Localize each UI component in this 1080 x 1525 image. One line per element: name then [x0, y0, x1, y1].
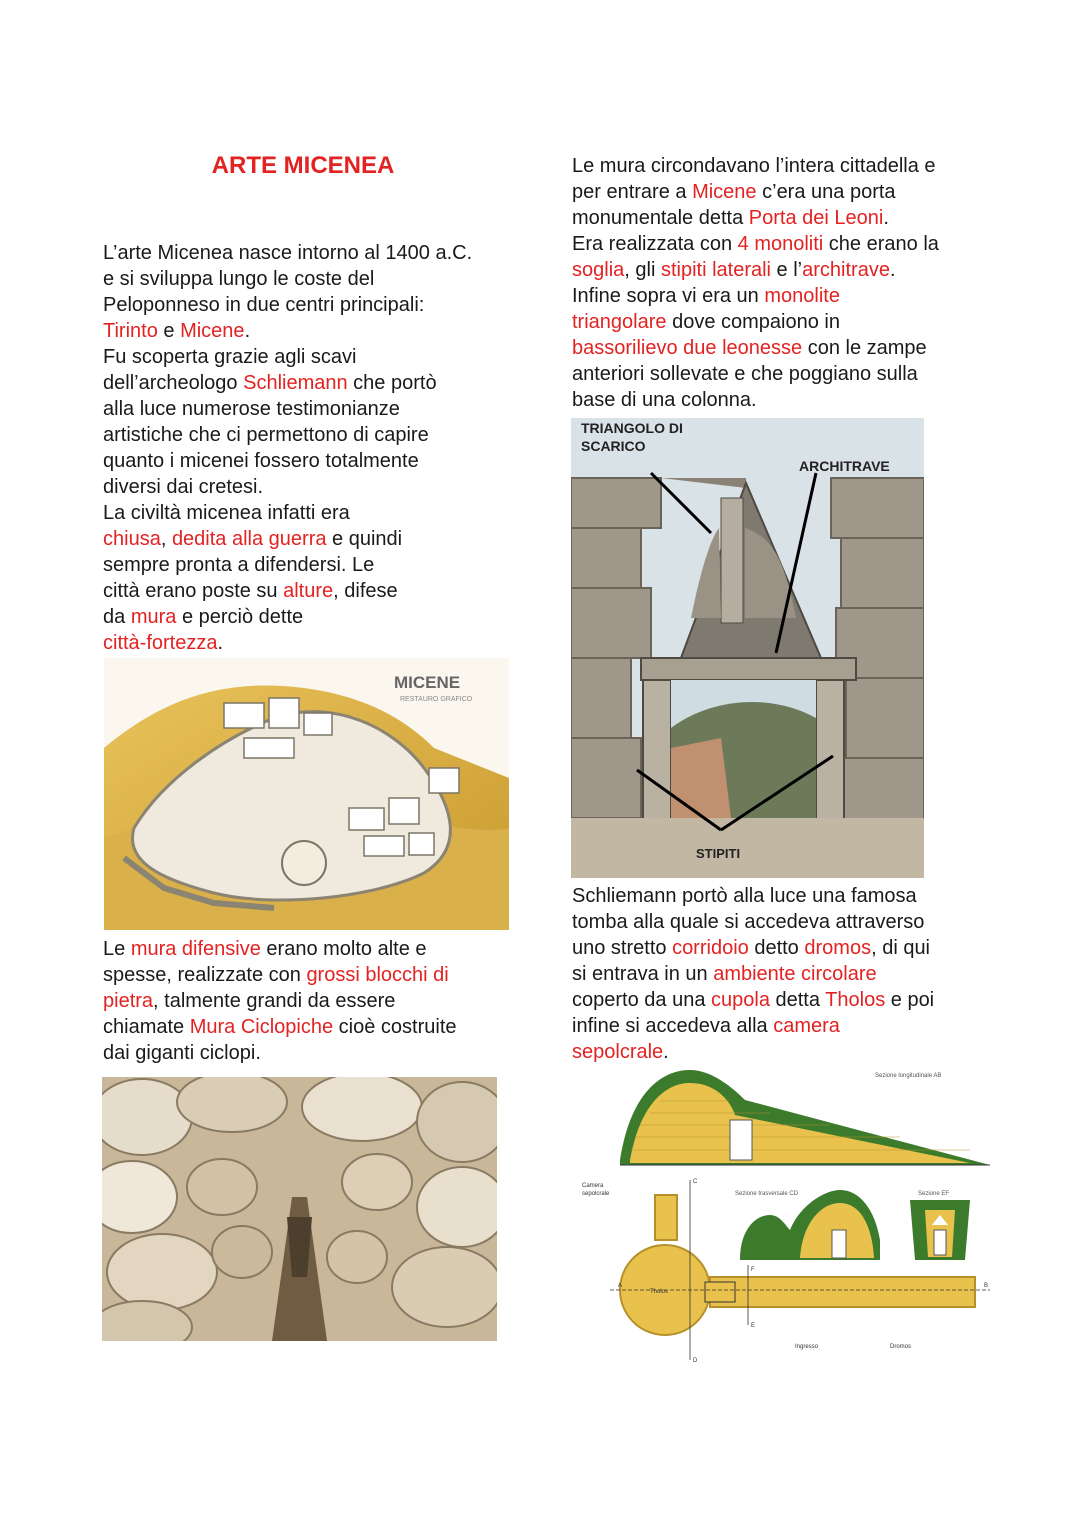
highlight-term: dedita alla guerra: [171, 528, 327, 550]
text-segment: , gli: [624, 259, 661, 281]
text-line: [572, 1013, 1002, 1039]
text-line: [103, 936, 523, 962]
text-segment: per entrare a: [572, 181, 693, 203]
text-segment: erano molto alte e: [260, 938, 427, 960]
text-segment: e l’: [771, 259, 803, 281]
highlight-term: mura: [130, 606, 177, 628]
text-line: [572, 1039, 1002, 1065]
text-line: [103, 988, 523, 1014]
text-segment: si entrava in un: [572, 963, 714, 985]
text-segment: e poi: [885, 989, 935, 1011]
label-triangolo: TRIANGOLO DI: [581, 420, 683, 436]
text-segment: da: [103, 606, 131, 628]
text-line: tomba alla quale si accedeva attraverso: [572, 911, 925, 933]
highlight-term: cupola: [711, 989, 770, 1011]
highlight-term: Schliemann: [243, 372, 348, 394]
text-line: [572, 231, 1002, 257]
text-segment: cioè costruite: [333, 1016, 457, 1038]
text-segment: con le zampe: [802, 337, 927, 359]
label-sezione-ef: Sezione EF: [918, 1191, 950, 1197]
left-paragraph-2: [103, 936, 523, 1066]
highlight-term: Micene: [180, 320, 245, 342]
label-e: E: [751, 1323, 756, 1329]
highlight-term: architrave: [802, 259, 890, 281]
highlight-term: corridoio: [672, 937, 749, 959]
text-line: base di una colonna.: [572, 389, 757, 411]
label-c: C: [693, 1179, 698, 1185]
label-sezione-longitudinale: Sezione longitudinale AB: [875, 1073, 942, 1079]
label-stipiti: STIPITI: [696, 846, 741, 861]
text-line: [572, 179, 1002, 205]
highlight-term: Tirinto: [103, 320, 158, 342]
text-line: [572, 961, 1002, 987]
label-dromos: Dromos: [890, 1344, 912, 1350]
text-line: anteriori sollevate e che poggiano sulla: [572, 363, 918, 385]
highlight-term: camera: [773, 1015, 840, 1037]
highlight-term: triangolare: [572, 311, 667, 333]
text-line: [572, 257, 1002, 283]
text-segment: detto: [748, 937, 805, 959]
right-gate-text: [572, 153, 1002, 413]
text-line: [572, 309, 1002, 335]
text-segment: città erano poste su: [103, 580, 284, 602]
left-walls-text: [103, 936, 523, 1066]
label-ingresso: Ingresso: [795, 1344, 819, 1350]
text-segment: coperto da una: [572, 989, 711, 1011]
highlight-term: pietra: [103, 990, 154, 1012]
text-line: [103, 1014, 523, 1040]
text-line: alla luce numerose testimonianze: [103, 398, 400, 420]
text-segment: chiamate: [103, 1016, 190, 1038]
text-line: [572, 335, 1002, 361]
map-sublabel: RESTAURO GRAFICO: [400, 696, 473, 703]
highlight-term: ambiente circolare: [713, 963, 877, 985]
text-line: quanto i micenei fossero totalmente: [103, 450, 419, 472]
text-line: Peloponneso in due centri principali:: [103, 294, 425, 316]
text-line: [572, 205, 1002, 231]
text-line: Le mura circondavano l’intera cittadella e: [572, 155, 936, 177]
right-tomb-text: [572, 883, 1002, 1065]
text-segment: e: [157, 320, 181, 342]
label-a: A: [618, 1283, 623, 1289]
text-line: La civiltà micenea infatti era: [103, 502, 350, 524]
text-segment: monumentale detta: [572, 207, 749, 229]
text-line: artistiche che ci permettono di capire: [103, 424, 429, 446]
tholos-tomb-diagram: [570, 1065, 1002, 1365]
highlight-term: mura difensive: [130, 938, 261, 960]
text-segment: e quindi: [326, 528, 403, 550]
text-segment: Era realizzata con: [572, 233, 738, 255]
highlight-term: chiusa: [103, 528, 161, 550]
label-sezione-trasversale: Sezione trasversale CD: [735, 1191, 799, 1197]
text-line: [572, 283, 1002, 309]
text-line: [103, 962, 523, 988]
highlight-term: Mura Ciclopiche: [189, 1016, 334, 1038]
left-paragraph-1: [103, 240, 523, 656]
map-label: MICENE: [394, 673, 461, 692]
text-segment: spesse, realizzate con: [103, 964, 307, 986]
text-line: Fu scoperta grazie agli scavi: [103, 346, 357, 368]
label-architrave: ARCHITRAVE: [799, 458, 890, 474]
left-intro-text: [103, 240, 523, 656]
label-scarico: SCARICO: [581, 438, 646, 454]
highlight-term: Micene: [692, 181, 757, 203]
label-camera: Camera: [582, 1183, 604, 1189]
text-segment: .: [883, 207, 889, 229]
text-line: [103, 318, 523, 344]
label-sepolcrale: sepolcrale: [582, 1191, 610, 1197]
text-segment: dove compaiono in: [666, 311, 840, 333]
text-line: [572, 987, 1002, 1013]
highlight-term: grossi blocchi di: [306, 964, 449, 986]
highlight-term: monolite: [764, 285, 840, 307]
text-segment: .: [244, 320, 251, 342]
text-segment: Infine sopra vi era un: [572, 285, 765, 307]
highlight-term: soglia: [572, 259, 625, 281]
label-f: F: [751, 1267, 755, 1273]
mycenae-reconstruction-image: [104, 658, 509, 930]
text-line: [103, 526, 523, 552]
text-line: [572, 935, 1002, 961]
right-paragraph-2: [572, 883, 1002, 1065]
text-segment: che portò: [347, 372, 437, 394]
cyclopean-walls-photo: [102, 1077, 497, 1341]
highlight-term: Porta dei Leoni: [748, 207, 884, 229]
highlight-term: città-fortezza: [103, 632, 218, 654]
text-segment: ,: [160, 528, 172, 550]
text-line: L’arte Micenea nasce intorno al 1400 a.C.: [103, 242, 473, 264]
label-tholos: Tholos: [650, 1289, 669, 1295]
text-segment: detta: [769, 989, 826, 1011]
highlight-term: stipiti laterali: [660, 259, 771, 281]
page-title: ARTE MICENEA: [211, 152, 395, 179]
text-line: [103, 630, 523, 656]
text-segment: .: [889, 259, 896, 281]
text-segment: .: [217, 632, 224, 654]
text-segment: che erano la: [823, 233, 939, 255]
lion-gate-photo: [571, 418, 924, 878]
text-segment: uno stretto: [572, 937, 673, 959]
highlight-term: Tholos: [825, 989, 886, 1011]
text-segment: .: [663, 1041, 669, 1063]
text-segment: , talmente grandi da essere: [153, 990, 396, 1012]
label-b: B: [984, 1283, 989, 1289]
text-segment: , difese: [333, 580, 398, 602]
right-paragraph-1: [572, 153, 1002, 413]
label-d: D: [693, 1358, 698, 1364]
text-line: sempre pronta a difendersi. Le: [103, 554, 375, 576]
text-segment: infine si accedeva alla: [572, 1015, 774, 1037]
highlight-term: sepolcrale: [572, 1041, 664, 1063]
text-segment: dell’archeologo: [103, 372, 244, 394]
text-segment: , di qui: [871, 937, 931, 959]
text-line: [103, 578, 523, 604]
text-segment: c’era una porta: [756, 181, 896, 203]
highlight-term: 4 monoliti: [737, 233, 824, 255]
text-line: e si sviluppa lungo le coste del: [103, 268, 375, 290]
highlight-term: alture: [283, 580, 334, 602]
text-line: diversi dai cretesi.: [103, 476, 264, 498]
text-line: [103, 370, 523, 396]
text-line: [103, 604, 523, 630]
text-segment: Le: [103, 938, 131, 960]
text-line: Schliemann portò alla luce una famosa: [572, 885, 917, 907]
text-segment: e perciò dette: [176, 606, 304, 628]
text-line: dai giganti ciclopi.: [103, 1042, 261, 1064]
highlight-term: bassorilievo due leonesse: [572, 337, 803, 359]
highlight-term: dromos: [804, 937, 872, 959]
